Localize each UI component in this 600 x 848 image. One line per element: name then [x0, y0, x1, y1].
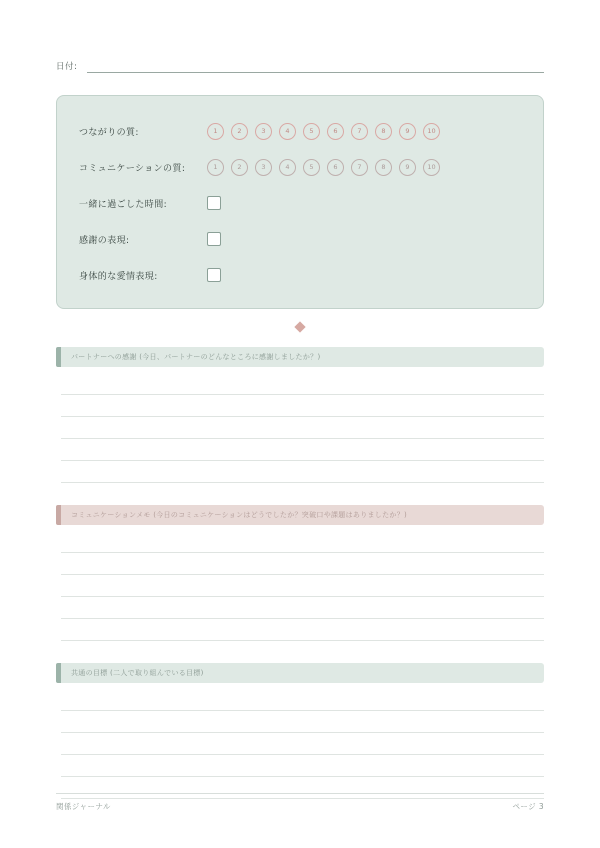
panel-row-time-together — [79, 186, 521, 220]
rating-bubble-9[interactable]: 9 — [399, 123, 416, 140]
writing-line[interactable] — [61, 597, 544, 619]
communication-quality-scale — [207, 159, 440, 176]
header-body — [61, 347, 544, 367]
rating-bubble-2[interactable]: 2 — [231, 123, 248, 140]
panel-row-connection-quality — [79, 114, 521, 148]
comm-rating-bubble-1[interactable]: 1 — [207, 159, 224, 176]
panel-row-communication-quality — [79, 150, 521, 184]
date-input-line[interactable] — [87, 61, 544, 73]
writing-line[interactable] — [61, 575, 544, 597]
date-label: 日付: — [56, 62, 78, 72]
section-gratitude — [56, 347, 544, 483]
comm-rating-bubble-10[interactable]: 10 — [423, 159, 440, 176]
connection-quality-scale — [207, 123, 440, 140]
comm-rating-bubble-5[interactable]: 5 — [303, 159, 320, 176]
gratitude-expressed-label: 感謝の表現: — [79, 235, 130, 246]
time-together-checkbox[interactable] — [207, 196, 221, 210]
date-row — [56, 60, 544, 73]
header-body — [61, 663, 544, 683]
communication-quality-label: コミュニケーションの質: — [79, 163, 186, 174]
comm-rating-bubble-7[interactable]: 7 — [351, 159, 368, 176]
physical-affection-label: 身体的な愛情表現: — [79, 271, 158, 282]
comm-rating-bubble-9[interactable]: 9 — [399, 159, 416, 176]
section-divider — [56, 323, 544, 331]
panel-row-gratitude-expressed — [79, 222, 521, 256]
time-together-label: 一緒に過ごした時間: — [79, 199, 168, 210]
footer-page-number: ページ 3 — [512, 802, 544, 811]
gratitude-expressed-checkbox[interactable] — [207, 232, 221, 246]
diamond-icon — [294, 321, 305, 332]
rating-bubble-5[interactable]: 5 — [303, 123, 320, 140]
rating-bubble-4[interactable]: 4 — [279, 123, 296, 140]
section-shared-goals-title: 共通の目標 (二人で取り組んでいる目標) — [71, 669, 204, 677]
writing-line[interactable] — [61, 733, 544, 755]
physical-affection-checkbox[interactable] — [207, 268, 221, 282]
section-shared-goals-header — [56, 663, 544, 683]
daily-checkin-panel — [56, 95, 544, 309]
section-communication-notes-lines[interactable] — [56, 531, 544, 641]
rating-bubble-8[interactable]: 8 — [375, 123, 392, 140]
panel-row-physical-affection — [79, 258, 521, 292]
section-communication-notes-title: コミュニケーションメモ (今日のコミュニケーションはどうでしたか？突破口や課題はありましたか？) — [71, 511, 408, 519]
footer-title: 関係ジャーナル — [56, 802, 111, 811]
writing-line[interactable] — [61, 619, 544, 641]
writing-line[interactable] — [61, 373, 544, 395]
writing-line[interactable] — [61, 553, 544, 575]
page-footer — [56, 793, 544, 812]
rating-bubble-7[interactable]: 7 — [351, 123, 368, 140]
comm-rating-bubble-8[interactable]: 8 — [375, 159, 392, 176]
section-shared-goals — [56, 663, 544, 799]
section-communication-notes-header — [56, 505, 544, 525]
section-gratitude-header — [56, 347, 544, 367]
writing-line[interactable] — [61, 689, 544, 711]
writing-line[interactable] — [61, 395, 544, 417]
writing-line[interactable] — [61, 531, 544, 553]
comm-rating-bubble-4[interactable]: 4 — [279, 159, 296, 176]
section-shared-goals-lines[interactable] — [56, 689, 544, 799]
section-communication-notes — [56, 505, 544, 641]
writing-line[interactable] — [61, 417, 544, 439]
connection-quality-label: つながりの質: — [79, 127, 139, 138]
writing-line[interactable] — [61, 461, 544, 483]
writing-line[interactable] — [61, 755, 544, 777]
section-gratitude-lines[interactable] — [56, 373, 544, 483]
rating-bubble-1[interactable]: 1 — [207, 123, 224, 140]
writing-line[interactable] — [61, 711, 544, 733]
comm-rating-bubble-3[interactable]: 3 — [255, 159, 272, 176]
rating-bubble-6[interactable]: 6 — [327, 123, 344, 140]
rating-bubble-10[interactable]: 10 — [423, 123, 440, 140]
comm-rating-bubble-2[interactable]: 2 — [231, 159, 248, 176]
rating-bubble-3[interactable]: 3 — [255, 123, 272, 140]
comm-rating-bubble-6[interactable]: 6 — [327, 159, 344, 176]
section-gratitude-title: パートナーへの感謝 (今日、パートナーのどんなところに感謝しましたか？) — [71, 353, 321, 361]
writing-line[interactable] — [61, 439, 544, 461]
header-body — [61, 505, 544, 525]
